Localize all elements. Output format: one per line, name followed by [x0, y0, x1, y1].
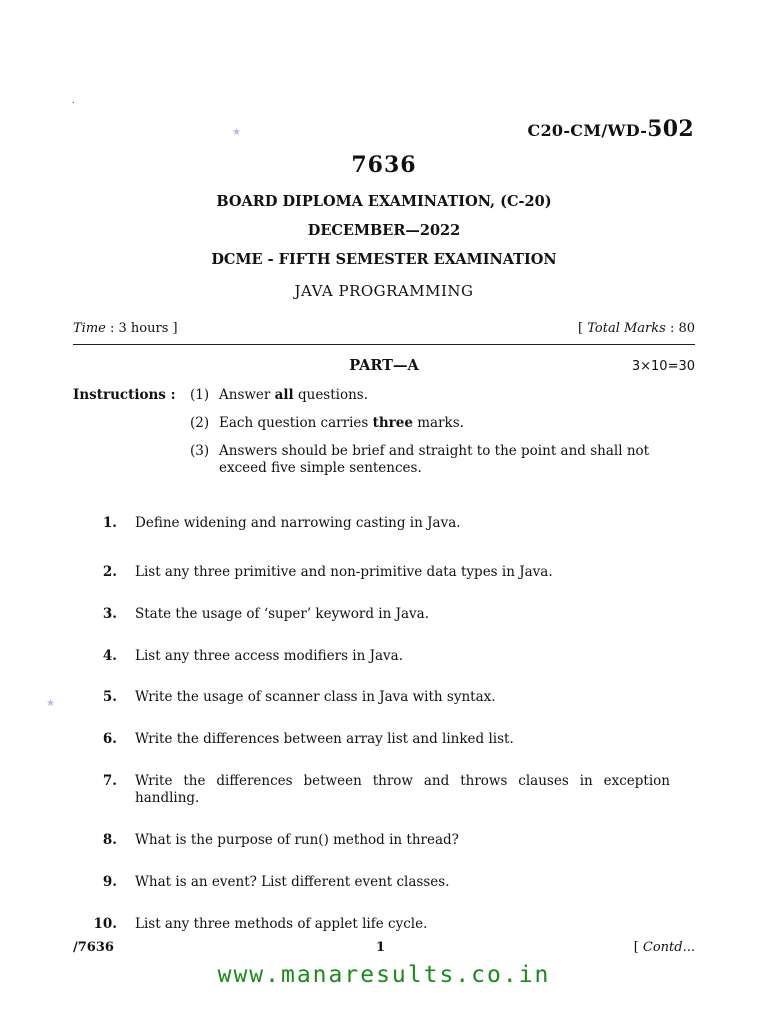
- instruction-text-part: Each question carries: [219, 415, 373, 431]
- star-mark: ★: [232, 127, 241, 138]
- website-watermark: www.manaresults.co.in: [217, 962, 551, 988]
- instruction-number: (3): [190, 443, 210, 459]
- footer-bracket: [: [633, 940, 643, 955]
- exam-semester: DCME - FIFTH SEMESTER EXAMINATION: [211, 251, 557, 268]
- question-number: 8.: [102, 832, 117, 848]
- time-label: Time: [73, 321, 106, 336]
- question-text: Define widening and narrowing casting in Java.: [135, 515, 461, 531]
- question-number: 9.: [102, 874, 117, 890]
- question-number: 4.: [102, 648, 117, 664]
- question-number: 3.: [102, 606, 117, 622]
- time-value: : 3 hours ]: [110, 321, 178, 336]
- exam-title: BOARD DIPLOMA EXAMINATION, (C-20): [216, 193, 552, 210]
- question-number: 5.: [102, 689, 117, 705]
- instructions-label: Instructions :: [73, 387, 176, 403]
- instruction-text-part: Answer: [219, 387, 275, 403]
- question-number: 1.: [102, 515, 117, 531]
- instruction-text: [219, 387, 680, 404]
- question-text: State the usage of ‘super’ keyword in Java.: [135, 606, 430, 622]
- question-text: List any three access modifiers in Java.: [135, 648, 404, 664]
- instruction-text-part: marks.: [412, 415, 464, 431]
- paper-id: 7636: [351, 152, 417, 178]
- instruction-text-part: Answers should be brief and straight to the point and shall not exceed five simple sentences.: [219, 443, 650, 476]
- question-text: Write the usage of scanner class in Java with syntax.: [135, 689, 496, 705]
- instruction-text-part: questions.: [293, 387, 369, 403]
- question-item: [70, 874, 670, 891]
- total-marks-bracket: [: [578, 321, 588, 336]
- instruction-item: [190, 443, 680, 477]
- question-item: [70, 515, 670, 532]
- instruction-item: [190, 415, 680, 432]
- instruction-number: (2): [190, 415, 210, 431]
- question-item: [70, 564, 670, 581]
- star-mark: ★: [46, 698, 55, 709]
- paper-code-prefix: C20-CM/WD-: [527, 121, 648, 140]
- instruction-number: (1): [190, 387, 210, 403]
- footer-continued: [634, 940, 695, 955]
- question-text: Write the differences between array list and linked list.: [135, 731, 514, 747]
- header-divider: [73, 344, 695, 345]
- instruction-text: [219, 415, 680, 432]
- instruction-emphasis: all: [274, 387, 294, 403]
- question-item: [70, 916, 670, 933]
- total-marks: [578, 321, 695, 336]
- instruction-emphasis: three: [372, 415, 413, 431]
- question-item: [70, 832, 670, 849]
- question-item: [70, 689, 670, 706]
- question-text: What is an event? List different event classes.: [135, 874, 450, 890]
- paper-code-number: 502: [647, 116, 694, 142]
- question-text: List any three primitive and non-primitive data types in Java.: [135, 564, 553, 580]
- question-text: List any three methods of applet life cycle.: [135, 916, 428, 932]
- exam-session: DECEMBER—2022: [307, 222, 461, 239]
- page-number: 1: [376, 940, 386, 955]
- stray-dot-mark: .: [72, 96, 75, 105]
- question-item: [70, 606, 670, 623]
- question-text: What is the purpose of run() method in thread?: [135, 832, 459, 848]
- total-marks-label: Total Marks: [587, 321, 666, 336]
- instruction-item: [190, 387, 680, 404]
- subject-title: JAVA PROGRAMMING: [294, 282, 474, 300]
- question-item: [70, 731, 670, 748]
- question-item: [70, 648, 670, 665]
- footer-paper-id: /7636: [73, 940, 114, 955]
- question-number: 7.: [102, 773, 117, 789]
- instruction-text: [219, 443, 680, 477]
- question-text: Write the differences between throw and throws clauses in exception handling.: [135, 773, 670, 806]
- total-marks-value: : 80: [665, 321, 695, 336]
- paper-code: [527, 116, 694, 142]
- footer-continued-text: Contd...: [642, 940, 695, 955]
- question-number: 10.: [93, 916, 117, 932]
- part-title: PART—A: [349, 357, 419, 374]
- time-allowed: [73, 321, 178, 336]
- part-score: 3×10=30: [631, 359, 695, 374]
- question-number: 2.: [102, 564, 117, 580]
- question-number: 6.: [102, 731, 117, 747]
- question-item: [70, 773, 670, 807]
